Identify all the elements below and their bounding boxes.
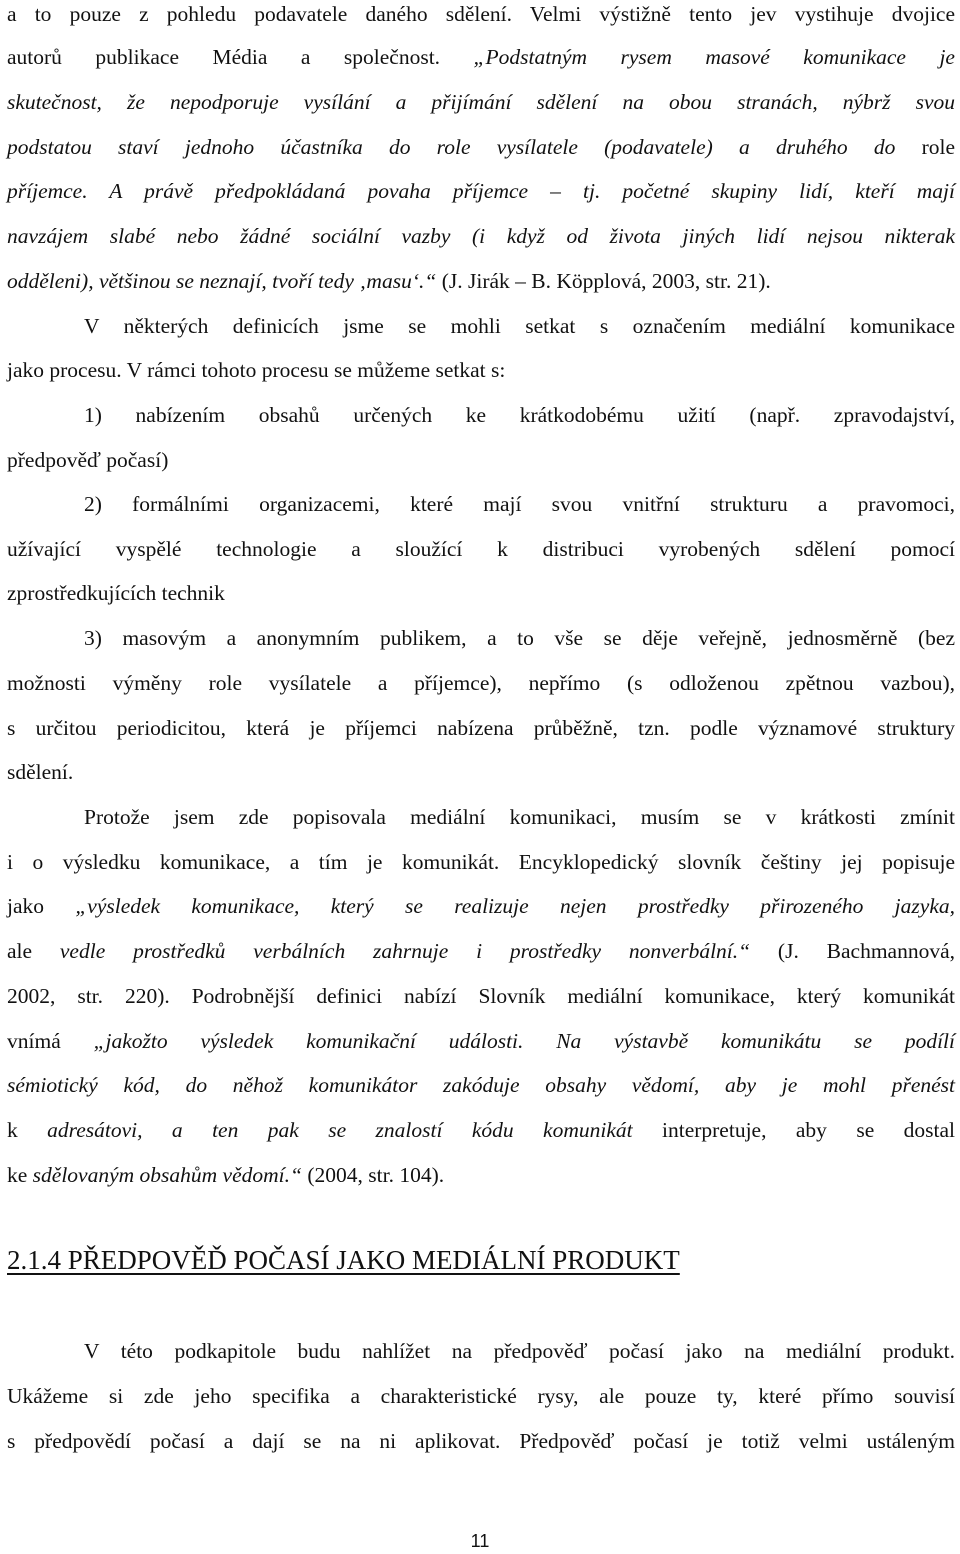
- list-item-2: 2) formálními organizacemi, které mají svou vnitřní strukturu a pravomoci,: [84, 492, 955, 516]
- quote-line: odděleni), většinou se neznají, tvoří tedy ‚masu‘.“ (J. Jirák – B. Köpplová, 2003, str. 21).: [7, 269, 771, 293]
- quote-text: „jakožto výsledek komunikační události. Na výstavbě komunikátu se podílí: [93, 1029, 955, 1053]
- quote-line: navzájem slabé nebo žádné sociální vazby (i když od života jiných lidí nejsou nikterak: [7, 224, 955, 248]
- text-line: 2002, str. 220). Podrobnější definici nabízí Slovník mediální komunikace, který komunikát: [7, 984, 955, 1008]
- quote-text: sdělovaným obsahům vědomí.“: [32, 1163, 302, 1187]
- list-item-1: 1) nabízením obsahů určených ke krátkodobému užití (např. zpravodajství,: [84, 403, 955, 427]
- text-line: a to pouze z pohledu podavatele daného sdělení. Velmi výstižně tento jev vystihuje dvojice: [7, 2, 955, 26]
- text-line: autorů publikace Média a společnost. „Podstatným rysem masové komunikace je: [7, 45, 955, 69]
- paragraph-first-line: Protože jsem zde popisovala mediální komunikaci, musím se v krátkosti zmínit: [84, 805, 955, 829]
- quote-text: adresátovi, a ten pak se znalostí kódu komunikát: [47, 1118, 633, 1142]
- text-line: k adresátovi, a ten pak se znalostí kódu komunikát interpretuje, aby se dostal: [7, 1118, 955, 1142]
- quote-line: příjemce. A právě předpokládaná povaha příjemce – tj. početné skupiny lidí, kteří mají: [7, 179, 955, 203]
- quote-text: „Podstatným rysem masové komunikace je: [473, 45, 955, 69]
- list-item-3: 3) masovým a anonymním publikem, a to vše se děje veřejně, jednosměrně (bez: [84, 626, 955, 650]
- paragraph-first-line: V této podkapitole budu nahlížet na předpověď počasí jako na mediální produkt.: [84, 1339, 955, 1363]
- text-line: jako „výsledek komunikace, který se realizuje nejen prostředky přirozeného jazyka,: [7, 894, 955, 918]
- citation: (2004, str. 104).: [301, 1163, 445, 1187]
- text-line: s určitou periodicitou, která je příjemci nabízena průběžně, tzn. podle významové struktury: [7, 716, 955, 740]
- text-line: Ukážeme si zde jeho specifika a charakteristické rysy, ale pouze ty, které přímo souvisí: [7, 1384, 955, 1408]
- text-line: ke sdělovaným obsahům vědomí.“ (2004, str. 104).: [7, 1163, 445, 1187]
- text-line: s předpovědí počasí a dají se na ni aplikovat. Předpověď počasí je totiž velmi ustáleným: [7, 1429, 955, 1453]
- text-line: i o výsledku komunikace, a tím je komunikát. Encyklopedický slovník češtiny jej popisuje: [7, 850, 955, 874]
- text-line: jako procesu. V rámci tohoto procesu se můžeme setkat s:: [7, 358, 506, 382]
- quote-text: vedle prostředků verbálních zahrnuje i prostředky nonverbální.“: [59, 939, 751, 963]
- text-line: předpověď počasí): [7, 448, 169, 472]
- page-number: 11: [470, 1531, 490, 1551]
- section-heading: 2.1.4 PŘEDPOVĚĎ POČASÍ JAKO MEDIÁLNÍ PRODUKT: [7, 1245, 680, 1275]
- quote-text: „výsledek komunikace, který se realizuje nejen prostředky přirozeného jazyka,: [75, 894, 955, 918]
- citation: (J. Bachmannová,: [750, 939, 956, 963]
- text-line: vnímá „jakožto výsledek komunikační události. Na výstavbě komunikátu se podílí: [7, 1029, 955, 1053]
- quote-line: sémiotický kód, do něhož komunikátor zakóduje obsahy vědomí, aby je mohl přenést: [7, 1073, 955, 1097]
- text-line: zprostředkujících technik: [7, 581, 225, 605]
- text-line: ale vedle prostředků verbálních zahrnuje i prostředky nonverbální.“ (J. Bachmannová,: [7, 939, 956, 963]
- quote-line: skutečnost, že nepodporuje vysílání a přijímání sdělení na obou stranách, nýbrž svou: [7, 90, 955, 114]
- quote-line: podstatou staví jednoho účastníka do role vysílatele (podavatele) a druhého do role: [7, 135, 955, 159]
- text-line: možnosti výměny role vysílatele a příjemce), nepřímo (s odloženou zpětnou vazbou),: [7, 671, 955, 695]
- text-line: sdělení.: [7, 760, 74, 784]
- paragraph-first-line: V některých definicích jsme se mohli setkat s označením mediální komunikace: [84, 314, 955, 338]
- text-line: užívající vyspělé technologie a sloužící k distribuci vyrobených sdělení pomocí: [7, 537, 955, 561]
- citation: (J. Jirák – B. Köpplová, 2003, str. 21).: [436, 269, 771, 293]
